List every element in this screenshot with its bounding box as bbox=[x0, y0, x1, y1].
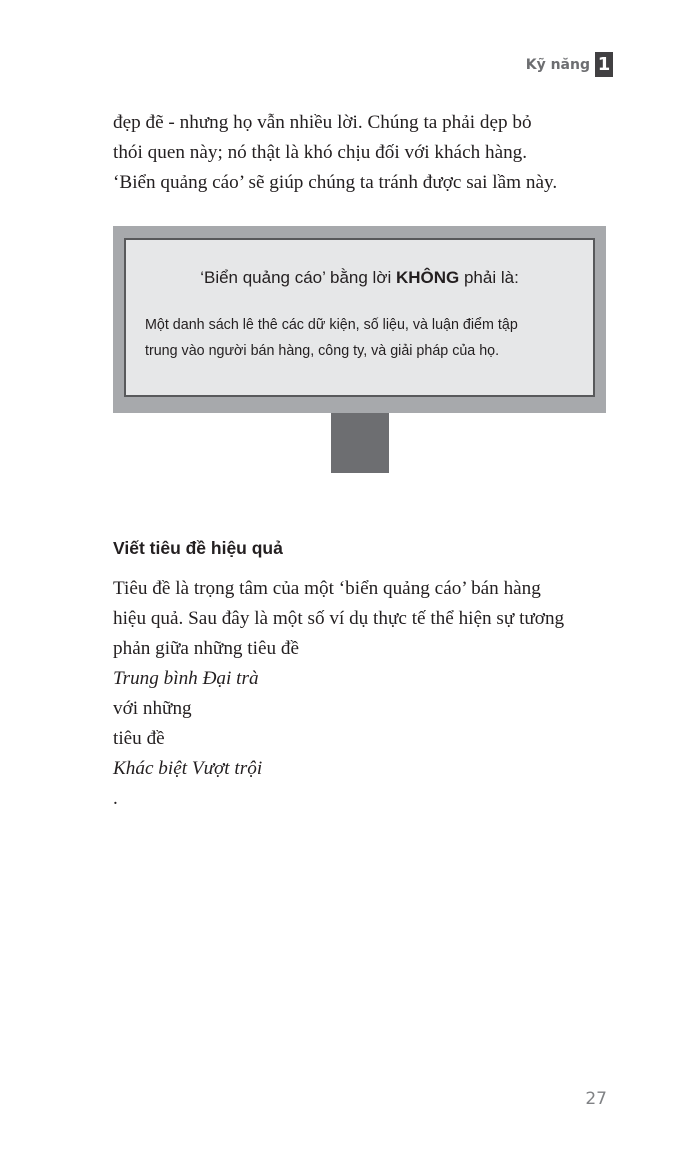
billboard-panel bbox=[124, 238, 595, 397]
section-number-badge: 1 bbox=[595, 52, 613, 77]
italic-term: Khác biệt Vượt trội bbox=[113, 758, 263, 779]
paragraph-line: thói quen này; nó thật là khó chịu đối với khách hàng. bbox=[113, 142, 528, 163]
billboard-pole bbox=[331, 413, 389, 473]
billboard-body bbox=[145, 312, 585, 364]
running-header bbox=[526, 52, 613, 77]
billboard-body-line: trung vào người bán hàng, công ty, và giải pháp của họ. bbox=[145, 343, 500, 359]
paragraph-line bbox=[113, 724, 607, 814]
billboard-graphic bbox=[113, 226, 606, 413]
line-text: . bbox=[113, 788, 118, 809]
paragraph-line: đẹp đẽ - nhưng họ vẫn nhiều lời. Chúng ta phải dẹp bỏ bbox=[113, 112, 532, 133]
page-number: 27 bbox=[585, 1089, 607, 1109]
billboard-title-start: ‘Biển quảng cáo’ bằng lời bbox=[200, 268, 396, 287]
paragraph-line: Tiêu đề là trọng tâm của một ‘biển quảng cáo’ bán hàng bbox=[113, 578, 541, 599]
paragraph-line bbox=[113, 634, 607, 724]
paragraph-line: hiệu quả. Sau đây là một số ví dụ thực tế thể hiện sự tương bbox=[113, 608, 565, 629]
billboard-title-emphasis: KHÔNG bbox=[395, 268, 460, 287]
intro-paragraph bbox=[113, 108, 607, 198]
italic-term: Trung bình Đại trà bbox=[113, 668, 259, 689]
line-text: với những bbox=[113, 698, 192, 719]
section-heading: Viết tiêu đề hiệu quả bbox=[113, 538, 283, 558]
line-text: tiêu đề bbox=[113, 728, 165, 749]
billboard-body-line: Một danh sách lê thê các dữ kiện, số liệu, và luận điểm tập bbox=[145, 317, 518, 333]
billboard-title-end: phải là: bbox=[459, 268, 519, 287]
section-label: Kỹ năng bbox=[525, 56, 590, 73]
section-paragraph bbox=[113, 574, 607, 814]
line-text: phản giữa những tiêu đề bbox=[113, 638, 299, 659]
paragraph-line: ‘Biển quảng cáo’ sẽ giúp chúng ta tránh được sai lầm này. bbox=[113, 172, 558, 193]
billboard-title bbox=[126, 268, 593, 288]
